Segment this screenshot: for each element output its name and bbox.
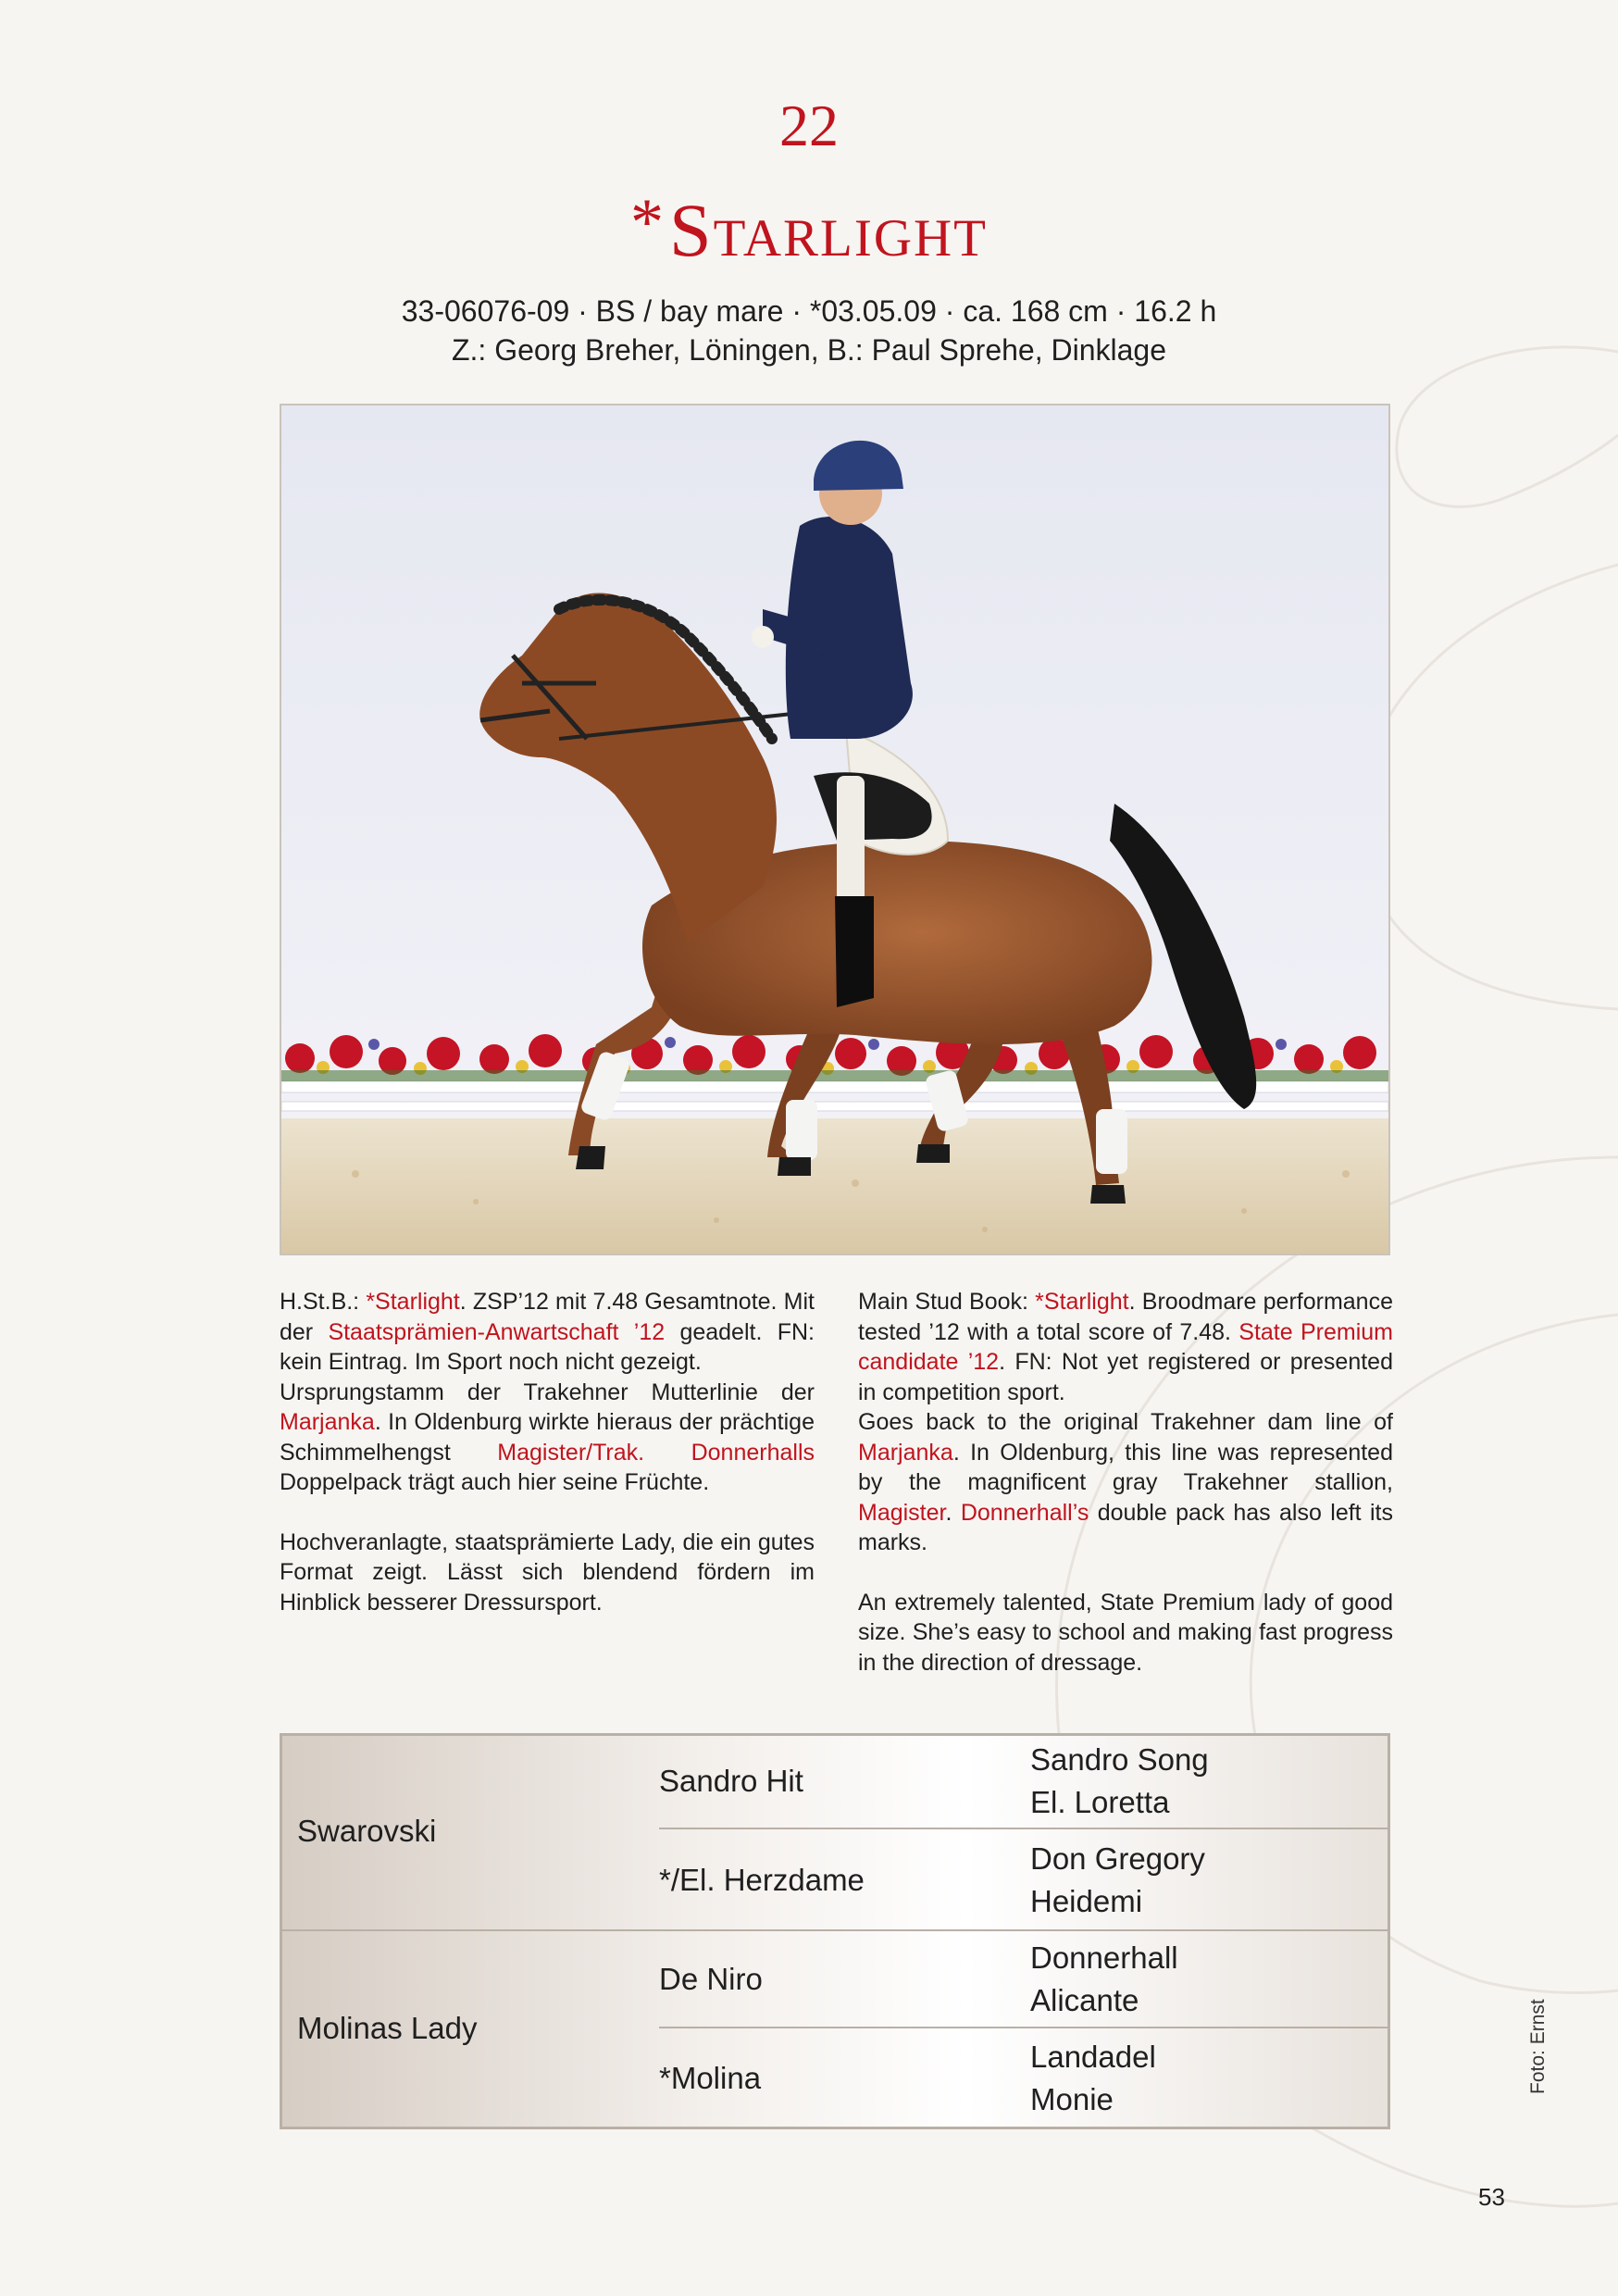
- horse-photo: [280, 404, 1390, 1255]
- highlight-stallion: Magister: [858, 1499, 946, 1526]
- pedigree-divider: [282, 1929, 1388, 1931]
- lot-number: 22: [779, 93, 839, 158]
- horse-name-heading: [0, 185, 1618, 272]
- text-segment: . Broodmare performance tested ’12 with a total score of 7.48.: [858, 1289, 1393, 1345]
- text-segment: .: [945, 1499, 961, 1526]
- horse-name: Starlight: [669, 188, 988, 272]
- pedigree-ss-dam: El. Loretta: [1030, 1785, 1170, 1819]
- highlight-horse-name: *Starlight: [1035, 1289, 1129, 1315]
- description-german: [280, 1287, 815, 1617]
- pedigree-sire-sire: Sandro Hit: [659, 1764, 803, 1798]
- pedigree-ds-sire: Donnerhall: [1030, 1940, 1178, 1975]
- pedigree-divider: [659, 1828, 1388, 1829]
- pedigree-table: [280, 1733, 1390, 2129]
- pedigree-dd-dam: Monie: [1030, 2082, 1114, 2116]
- description-paragraph: [280, 1378, 815, 1498]
- text-segment: Main Stud Book:: [858, 1289, 1036, 1315]
- horse-details: 33-06076-09 · BS / bay mare · *03.05.09 · ca. 168 cm · 16.2 h: [401, 294, 1217, 328]
- pedigree-sd-dam: Heidemi: [1030, 1884, 1143, 1918]
- description-paragraph: [858, 1287, 1393, 1407]
- star-symbol: *: [630, 185, 666, 259]
- text-segment: . In Oldenburg, this line was represented by the magnificent gray Trakehner stallion,: [858, 1439, 1393, 1495]
- text-segment: . ZSP’12 mit 7.48 Gesamtnote. Mit der: [280, 1289, 815, 1345]
- description-paragraph: An extremely talented, State Premium lady of good size. She’s easy to school and making fast progress in the direction of dressage.: [858, 1589, 1393, 1676]
- breeder-owner: Z.: Georg Breher, Löningen, B.: Paul Sprehe, Dinklage: [451, 333, 1166, 367]
- pedigree-sd-sire: Don Gregory: [1030, 1841, 1205, 1876]
- pedigree-dam-sire: De Niro: [659, 1962, 763, 1996]
- text-segment: Ursprungstamm der Trakehner Mutterlinie der: [280, 1379, 815, 1405]
- text-segment: H.St.B.:: [280, 1289, 367, 1315]
- text-segment: Doppelpack trägt auch hier seine Früchte.: [280, 1469, 710, 1495]
- text-segment: . FN: Not yet registered or presented in competition sport.: [858, 1349, 1393, 1405]
- highlight-horse-name: *Starlight: [366, 1289, 460, 1315]
- pedigree-ds-dam: Alicante: [1030, 1983, 1139, 2017]
- highlight-dam-line: Marjanka: [280, 1409, 375, 1435]
- description-english: [858, 1287, 1393, 1678]
- highlight-award: Staatsprämien-Anwartschaft ’12: [328, 1318, 666, 1345]
- pedigree-divider: [659, 2027, 1388, 2028]
- description-paragraph: [280, 1287, 815, 1378]
- pedigree-dd-sire: Landadel: [1030, 2040, 1156, 2074]
- pedigree-dam: Molinas Lady: [297, 2011, 478, 2045]
- text-segment: double pack has also left its marks.: [858, 1499, 1393, 1555]
- highlight-stallion: Magister/Trak. Donnerhalls: [497, 1439, 815, 1466]
- page-number: 53: [1478, 2183, 1505, 2211]
- text-segment: Goes back to the original Trakehner dam line of: [858, 1409, 1393, 1435]
- highlight-stallion: Donnerhall’s: [960, 1499, 1089, 1526]
- photo-credit: Foto: Ernst: [1527, 1999, 1549, 2094]
- pedigree-sire-dam: */El. Herzdame: [659, 1863, 865, 1897]
- pedigree-sire: Swarovski: [297, 1814, 437, 1848]
- highlight-award: State Premium candidate ’12: [858, 1318, 1393, 1375]
- text-segment: . In Oldenburg wirkte hieraus der prächtige Schimmelhengst: [280, 1409, 815, 1466]
- description-paragraph: [858, 1407, 1393, 1558]
- pedigree-ss-sire: Sandro Song: [1030, 1742, 1209, 1777]
- text-segment: geadelt. FN: kein Eintrag. Im Sport noch nicht gezeigt.: [280, 1318, 815, 1375]
- description-paragraph: Hochveranlagte, staatsprämierte Lady, die ein gutes Format zeigt. Lässt sich blendend fördern im Hinblick besserer Dressursport.: [280, 1529, 815, 1616]
- highlight-dam-line: Marjanka: [858, 1439, 953, 1466]
- pedigree-dam-dam: *Molina: [659, 2061, 762, 2095]
